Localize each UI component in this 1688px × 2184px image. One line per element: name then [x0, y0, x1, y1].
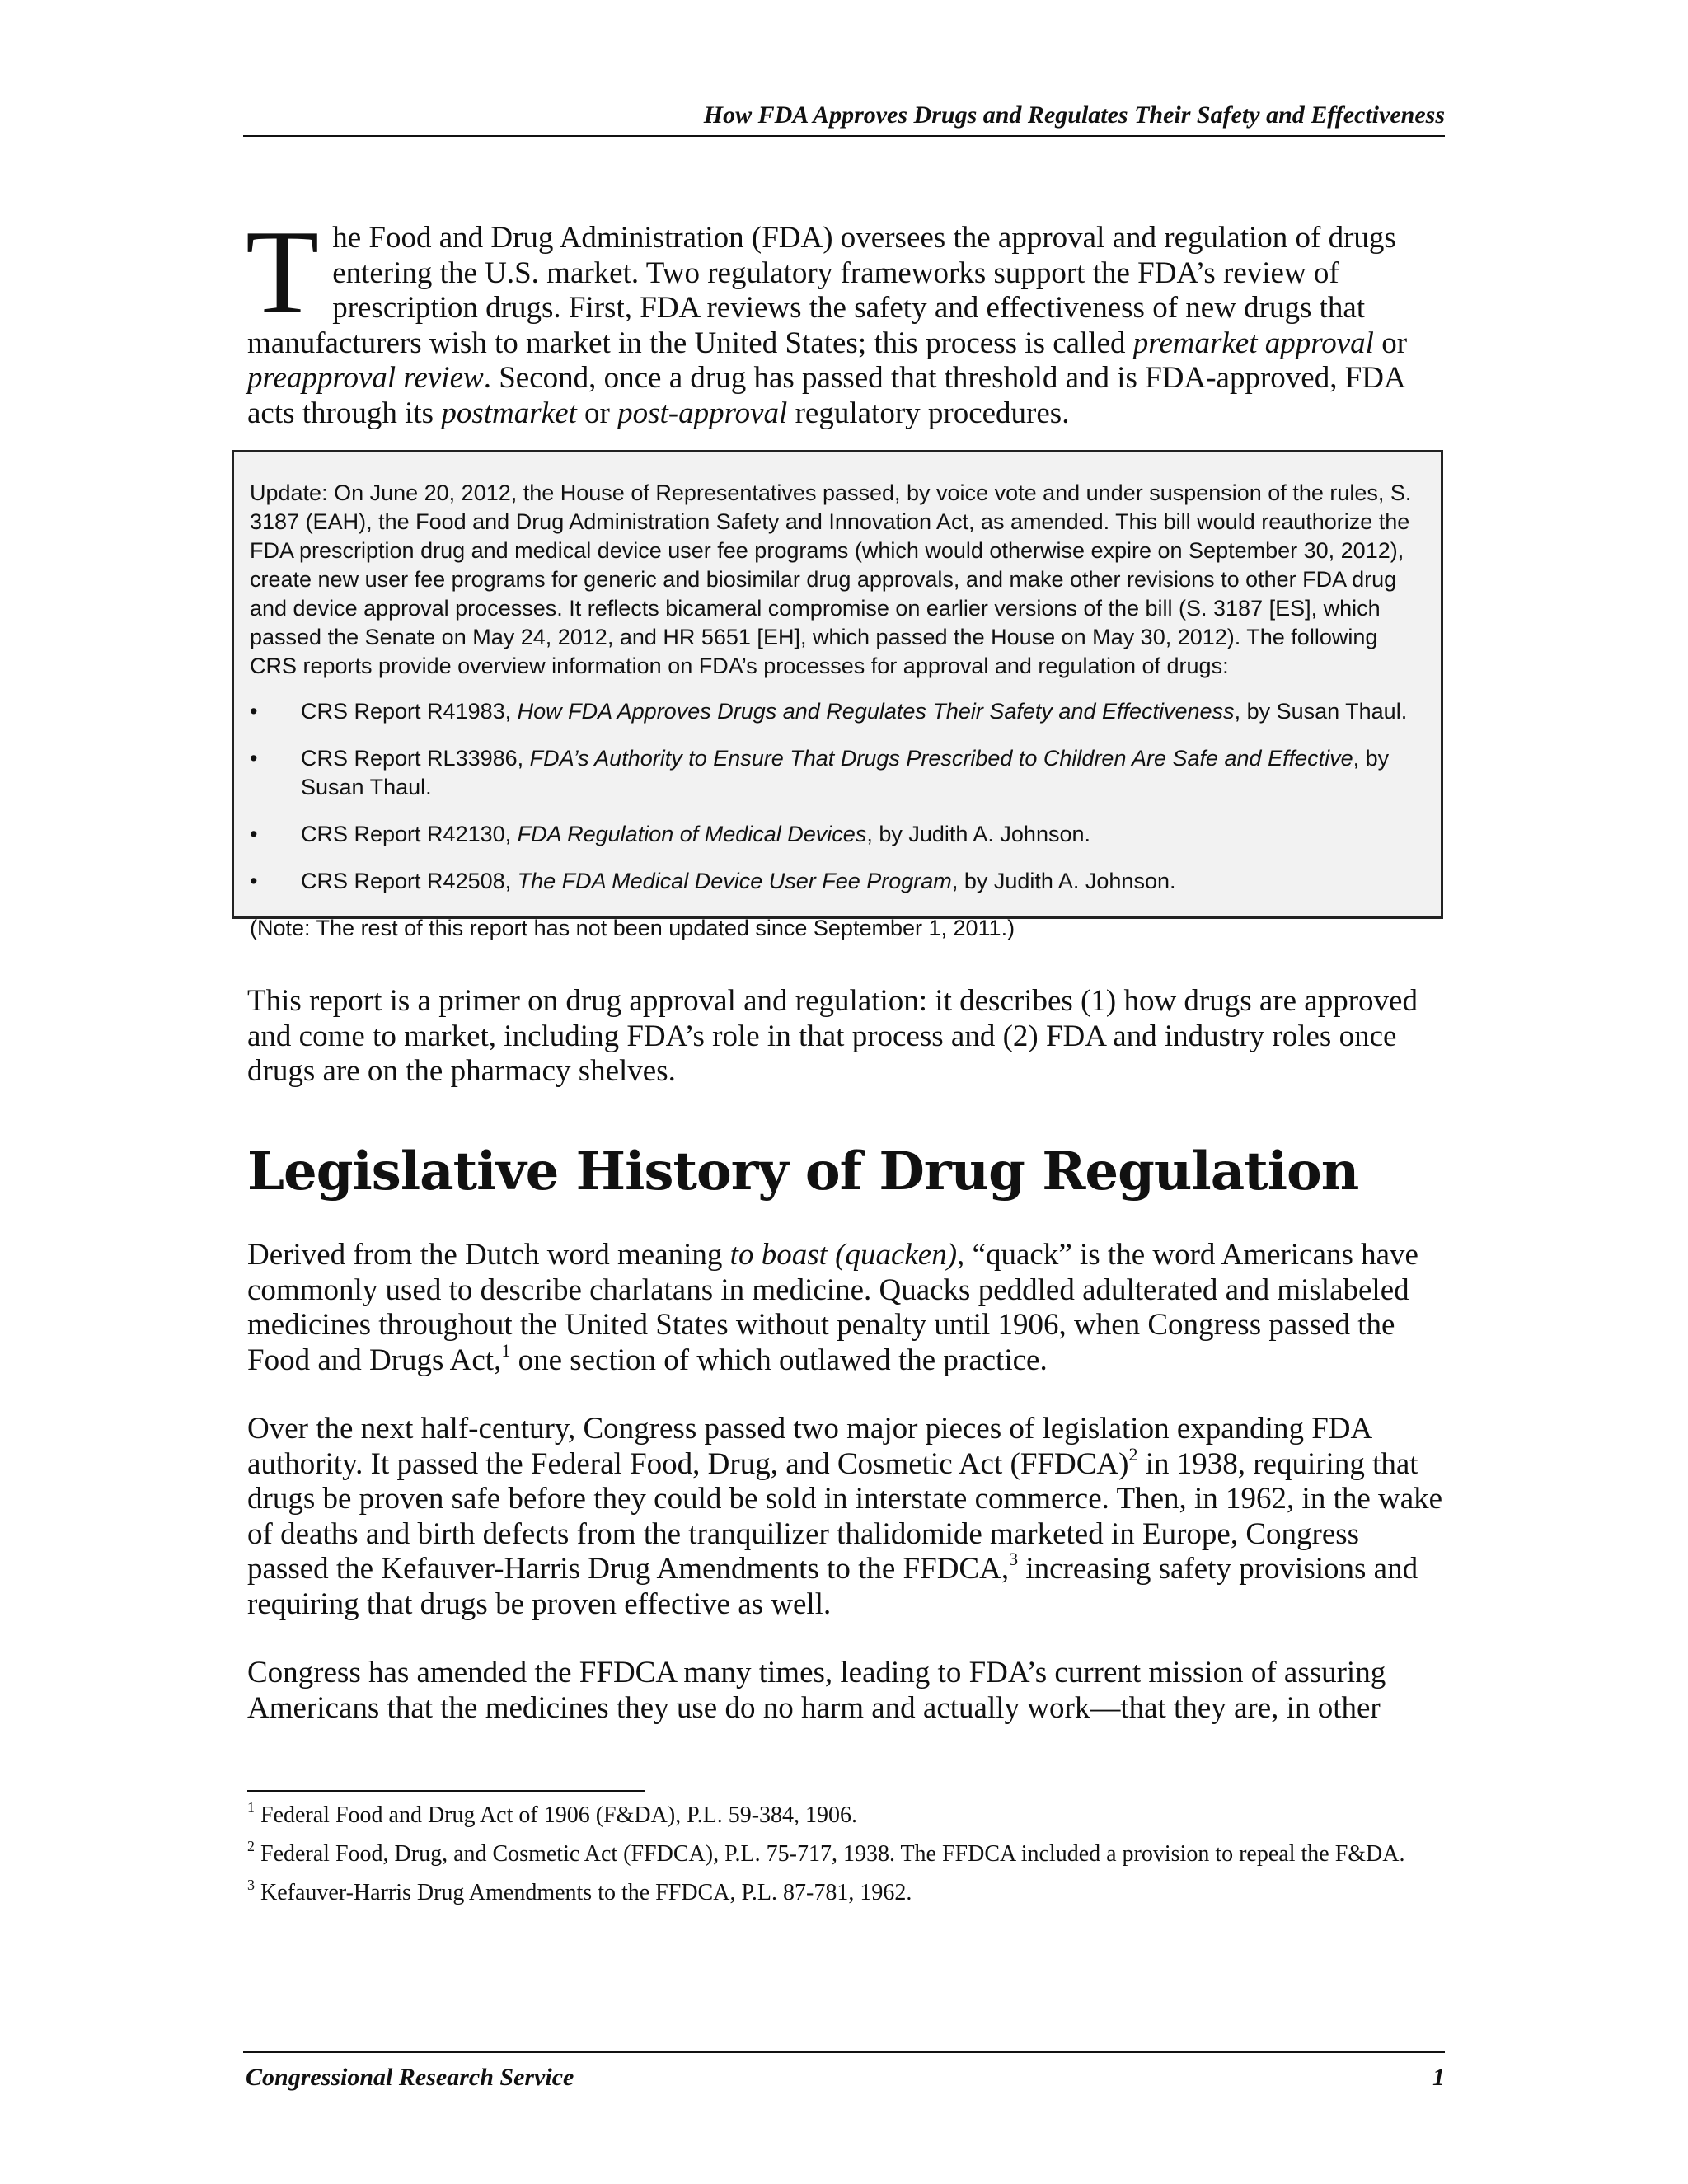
intro-text-2: or — [1373, 326, 1408, 360]
report-author: , by Susan Thaul. — [1234, 699, 1408, 724]
report-title: How FDA Approves Drugs and Regulates Their Safety and Effectiveness — [517, 699, 1235, 724]
footer-organization: Congressional Research Service — [246, 2064, 574, 2091]
paragraph-half-century-text — [247, 1412, 1444, 1622]
crs-report-item — [250, 867, 1424, 896]
running-header — [243, 99, 1445, 137]
crs-report-list — [250, 697, 1424, 896]
intro-term-premarket-approval: premarket approval — [1132, 326, 1374, 360]
p1-term-to-boast: to boast (quacken) — [729, 1238, 958, 1272]
report-title: FDA Regulation of Medical Devices — [517, 822, 867, 846]
paragraph-ffdca-amended-text: Congress has amended the FFDCA many times, leading to FDA’s current mission of assuring Americans that the medicines they use do no harm and actually work—that they are, in other — [247, 1656, 1386, 1725]
footnote-2 — [247, 1840, 1444, 1868]
update-box — [232, 450, 1443, 940]
intro-text-3: . Second, once a drug has passed that threshold and is FDA-approved, FDA acts through its — [247, 361, 1404, 430]
primer-paragraph — [247, 984, 1444, 1090]
p2-text-1: Over the next half-century, Congress passed two major pieces of legislation expanding FDA authority. It passed the Federal Food, Drug, and Cosmetic Act (FFDCA) — [247, 1412, 1372, 1481]
paragraph-quack — [247, 1238, 1444, 1378]
update-note: (Note: The rest of this report has not been updated since September 1, 2011.) — [250, 916, 1015, 940]
paragraph-quack-text — [247, 1238, 1444, 1378]
running-header-title: How FDA Approves Drugs and Regulates Their Safety and Effectiveness — [703, 101, 1445, 129]
section-heading — [247, 1139, 1358, 1205]
section-heading-text: Legislative History of Drug Regulation — [247, 1141, 1359, 1202]
report-number: CRS Report RL33986, — [301, 746, 530, 771]
footnote-text: Federal Food, Drug, and Cosmetic Act (FFDCA), P.L. 75-717, 1938. The FFDCA included a provision to repeal the F&DA. — [255, 1841, 1405, 1867]
p1-text-2: , “quack” is the word Americans have commonly used to describe charlatans in medicine. Quacks peddled adulterated and mislabeled medicines throughout the United States without penalty until 1906, when Congress passed the Food and Drugs Act, — [247, 1238, 1418, 1377]
bullet-icon: • — [250, 746, 258, 771]
footnote-ref-1[interactable]: 1 — [501, 1339, 511, 1361]
report-author: , by Judith A. Johnson. — [866, 822, 1091, 846]
intro-term-postmarket: postmarket — [441, 396, 577, 430]
update-paragraph: Update: On June 20, 2012, the House of Representatives passed, by voice vote and under suspension of the rules, S. 3187 (EAH), the Food and Drug Administration Safety and Innovation Act, as amended. This bill would reauthorize the FDA prescription drug and medical device user fee programs (which would otherwise expire on September 30, 2012), create new user fee programs for generic and biosimilar drug approvals, and make other revisions to other FDA drug and device approval processes. It reflects bicameral compromise on earlier versions of the bill (S. 3187 [ES], which passed the Senate on May 24, 2012, and HR 5651 [EH], which passed the House on May 30, 2012). The following CRS reports provide overview information on FDA’s processes for approval and regulation of drugs: — [250, 480, 1412, 678]
footnote-number: 1 — [247, 1799, 255, 1816]
report-number: CRS Report R42130, — [301, 822, 518, 846]
p2-text-2: in 1938, requiring that drugs be proven safe before they could be sold in interstate commerce. Then, in 1962, in the wake of deaths and birth defects from the tranquilizer thalidomide marketed in Europe, Congress passed the Kefauver-Harris Drug Amendments to the FFDCA, — [247, 1446, 1443, 1586]
footnote-text: Federal Food and Drug Act of 1906 (F&DA), P.L. 59-384, 1906. — [255, 1802, 858, 1828]
paragraph-ffdca-amended — [247, 1656, 1444, 1726]
intro-text-1: he Food and Drug Administration (FDA) oversees the approval and regulation of drugs entering the U.S. market. Two regulatory frameworks support the FDA’s review of prescription drugs. First, FDA reviews the safety and effectiveness of new drugs that manufacturers wish to market in the United States; this process is called — [247, 221, 1396, 360]
crs-report-item — [250, 744, 1424, 802]
report-title: FDA’s Authority to Ensure That Drugs Prescribed to Children Are Safe and Effective — [529, 746, 1353, 771]
report-number: CRS Report R42508, — [301, 869, 518, 893]
primer-text: This report is a primer on drug approval and regulation: it describes (1) how drugs are approved and come to market, including FDA’s role in that process and (2) FDA and industry roles once drugs are on the pharmacy shelves. — [247, 984, 1418, 1088]
footnote-text: Kefauver-Harris Drug Amendments to the FFDCA, P.L. 87-781, 1962. — [255, 1880, 912, 1905]
running-footer — [243, 2051, 1445, 2091]
intro-text-4: or — [576, 396, 618, 430]
report-author: , by Susan Thaul. — [301, 746, 1390, 799]
p1-text-1: Derived from the Dutch word meaning — [247, 1238, 730, 1272]
footnote-ref-3[interactable]: 3 — [1009, 1549, 1019, 1569]
crs-report-item — [250, 697, 1424, 726]
report-author: , by Judith A. Johnson. — [951, 869, 1176, 893]
report-title: The FDA Medical Device User Fee Program — [517, 869, 952, 893]
footnote-1 — [247, 1799, 1444, 1829]
bullet-icon: • — [250, 869, 258, 893]
footnote-ref-2[interactable]: 2 — [1128, 1443, 1138, 1465]
footnotes — [247, 1799, 1444, 1918]
footnote-3 — [247, 1879, 1444, 1906]
footnote-divider — [247, 1790, 645, 1792]
footnote-number: 2 — [247, 1838, 255, 1854]
p2-text-3: increasing safety provisions and requiring that drugs be proven effective as well. — [247, 1552, 1418, 1621]
bullet-icon: • — [250, 822, 258, 846]
intro-term-post-approval: post-approval — [617, 396, 788, 430]
p1-text-3: one section of which outlawed the practice. — [510, 1343, 1048, 1377]
page-number: 1 — [1432, 2064, 1445, 2091]
paragraph-half-century — [247, 1412, 1444, 1622]
drop-cap: T — [246, 205, 320, 339]
intro-paragraph — [246, 205, 1442, 431]
bullet-icon: • — [250, 699, 258, 724]
report-number: CRS Report R41983, — [301, 699, 518, 724]
crs-report-item — [250, 820, 1424, 849]
intro-term-preapproval-review: preapproval review — [247, 361, 484, 395]
footnote-number: 3 — [247, 1877, 255, 1893]
intro-text-5: regulatory procedures. — [787, 396, 1070, 430]
